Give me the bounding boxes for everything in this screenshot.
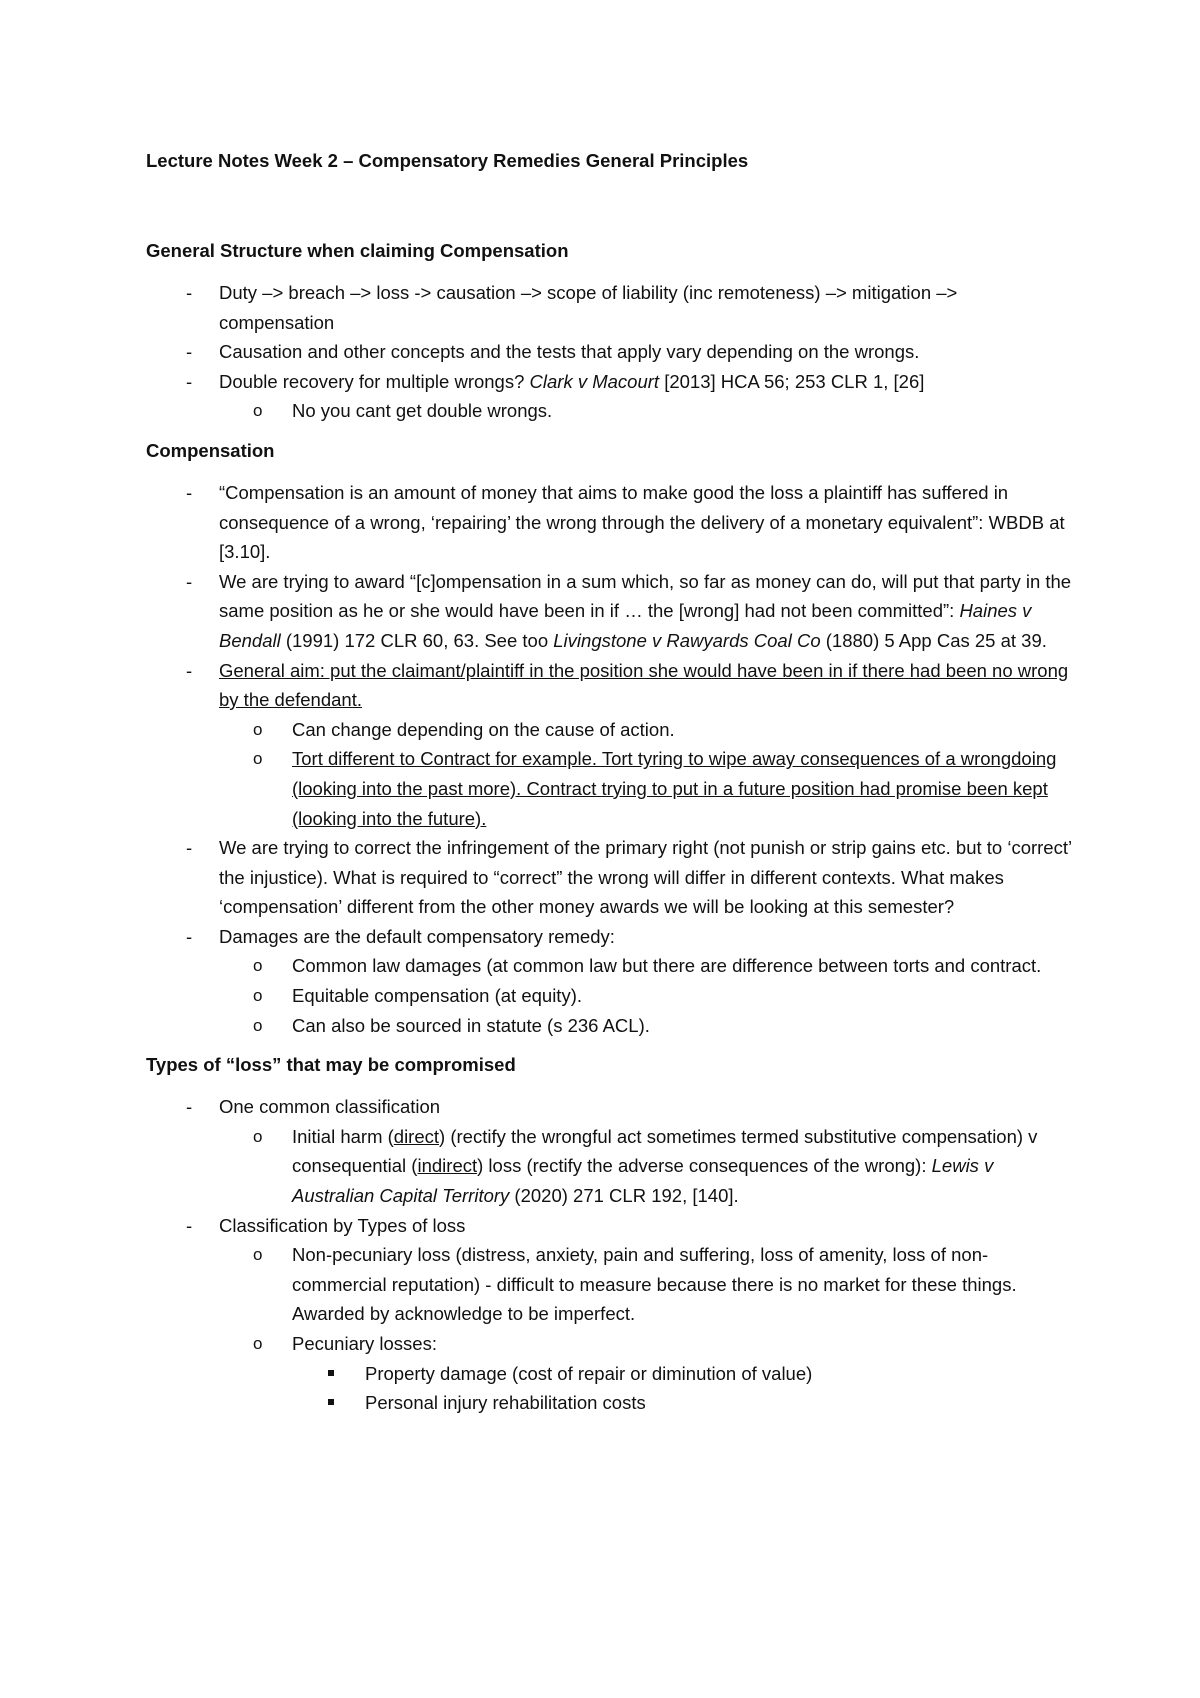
list-item: [146, 337, 1076, 367]
sub-list-item: [219, 715, 1076, 745]
case-citation: Lewis v Australian Capital Territory: [292, 1155, 994, 1207]
list-item: [146, 367, 1076, 426]
list-item: [146, 1092, 1076, 1210]
sub-list-item: [219, 1240, 1076, 1329]
circle-marker: o: [253, 1015, 263, 1035]
sub-list: [219, 1122, 1076, 1211]
list-item-text: One common classification: [219, 1096, 441, 1118]
underlined-text: General aim: put the claimant/plaintiff in the position she would have been in if there had been no wrong by the defendant.: [219, 659, 1069, 711]
sub-list: [219, 715, 1076, 833]
sub-list-item: [219, 396, 1076, 426]
list-item: [146, 1211, 1076, 1418]
sub-list-item: [219, 1329, 1076, 1418]
compensation-list: [146, 478, 1076, 1040]
section-heading-compensation: Compensation: [146, 439, 275, 461]
section-heading-general-structure: General Structure when claiming Compensation: [146, 240, 569, 261]
types-of-loss-list: [146, 1092, 1076, 1418]
section-heading-types-of-loss: Types of “loss” that may be compromised: [146, 1054, 516, 1076]
list-item-text: We are trying to award “[c]ompensation in a sum which, so far as money can do, will put that party in the same position as he or she would have been in if … the [wrong] had not been committed”:: [219, 570, 1072, 622]
sub-list: [219, 951, 1076, 1040]
circle-marker: o: [253, 719, 263, 739]
dash-marker: -: [186, 341, 193, 363]
sub-list-item-text: (2020) 271 CLR 192, [140].: [509, 1185, 739, 1207]
sub-list-item: [219, 1122, 1076, 1211]
case-citation: Haines v Bendall: [219, 600, 1032, 651]
circle-marker: o: [253, 1245, 263, 1265]
list-item: [146, 278, 1076, 337]
sub-list-item-text: ) (rectify the wrongful act sometimes termed substitutive compensation) v consequential (: [292, 1125, 1038, 1177]
square-bullet-icon: [328, 1370, 334, 1376]
list-item: [146, 478, 1076, 567]
dash-marker: -: [186, 1096, 193, 1118]
circle-marker: o: [253, 986, 263, 1006]
sub-list-item: [219, 744, 1076, 833]
sub-list-item: [219, 981, 1076, 1011]
list-item-text: Classification by Types of loss: [219, 1214, 466, 1236]
sub-sub-list-item: [292, 1359, 1076, 1389]
dash-marker: -: [186, 370, 193, 392]
sub-list-item-text: No you cant get double wrongs.: [292, 400, 553, 422]
circle-marker: o: [253, 956, 263, 976]
sub-sub-list-item: [292, 1388, 1076, 1418]
list-item: [146, 833, 1076, 922]
sub-list-item-text: Pecuniary losses:: [292, 1333, 437, 1354]
case-citation: Livingstone v Rawyards Coal Co: [553, 629, 821, 651]
sub-list: [219, 396, 1076, 426]
dash-marker: -: [186, 837, 193, 859]
list-item: [146, 922, 1076, 1040]
list-item: [146, 567, 1076, 656]
list-item-text: Damages are the default compensatory remedy:: [219, 925, 615, 947]
dash-marker: -: [186, 1214, 193, 1236]
page-title: Lecture Notes Week 2 – Compensatory Remedies General Principles: [146, 150, 749, 171]
list-item-text: (1991) 172 CLR 60, 63. See too: [280, 629, 554, 651]
list-item-text: Duty –> breach –> loss -> causation –> scope of liability (inc remoteness) –> mitigation –> compensation: [219, 282, 958, 333]
underlined-text: direct: [393, 1125, 440, 1147]
circle-marker: o: [253, 1334, 263, 1353]
list-item-text: We are trying to correct the infringement of the primary right (not punish or strip gains etc. but to ‘correct’ the injustice). What is required to “correct” the wrong will differ in different contexts. What makes ‘compensation’ different from the other money awards we will be looking at this semester?: [219, 837, 1072, 918]
sub-list-item-text: ) loss (rectify the adverse consequences of the wrong):: [477, 1155, 932, 1177]
sub-sub-list: [292, 1359, 1076, 1418]
circle-marker: o: [253, 749, 263, 769]
general-structure-list: [146, 278, 1076, 426]
dash-marker: -: [186, 570, 193, 592]
dash-marker: -: [186, 659, 193, 681]
list-item-text: Double recovery for multiple wrongs?: [219, 370, 530, 392]
dash-marker: -: [186, 282, 193, 303]
sub-list-item: [219, 951, 1076, 981]
list-item-text: “Compensation is an amount of money that aims to make good the loss a plaintiff has suffered in consequence of a wrong, ‘repairing’ the wrong through the delivery of a monetary equivalent”: WBDB at [3.10].: [219, 481, 1065, 563]
underlined-text: Tort different to Contract for example. Tort tyring to wipe away consequences of a wrongdoing (looking into the past more). Contract trying to put in a future position had promise been kept (looking into the future).: [292, 748, 1057, 829]
list-item-text: Causation and other concepts and the tests that apply vary depending on the wrongs.: [219, 341, 920, 363]
document-content: [146, 146, 1076, 1418]
sub-list: [219, 1240, 1076, 1418]
circle-marker: o: [253, 1126, 263, 1146]
list-item-text: (1880) 5 App Cas 25 at 39.: [820, 629, 1047, 651]
case-citation: Clark v Macourt: [529, 370, 660, 392]
list-item-text: [2013] HCA 56; 253 CLR 1, [26]: [659, 370, 925, 392]
circle-marker: o: [253, 401, 263, 421]
sub-list-item-text: Can also be sourced in statute (s 236 ACL).: [292, 1014, 650, 1036]
sub-list-item-text: Initial harm (: [292, 1125, 394, 1147]
sub-list-item-text: Can change depending on the cause of action.: [292, 718, 675, 740]
sub-list-item-text: Non-pecuniary loss (distress, anxiety, pain and suffering, loss of amenity, loss of non-commercial reputation) - difficult to measure because there is no market for these things. Awarded by acknowledge to be imperfect.: [292, 1244, 1017, 1325]
underlined-text: indirect: [417, 1155, 478, 1177]
sub-sub-list-item-text: Property damage (cost of repair or diminution of value): [365, 1362, 813, 1384]
dash-marker: -: [186, 925, 193, 947]
sub-list-item-text: Common law damages (at common law but there are difference between torts and contract.: [292, 955, 1042, 977]
dash-marker: -: [186, 481, 193, 503]
sub-list-item: [219, 1011, 1076, 1041]
square-bullet-icon: [328, 1399, 334, 1405]
list-item: [146, 656, 1076, 834]
sub-list-item-text: Equitable compensation (at equity).: [292, 985, 583, 1007]
sub-sub-list-item-text: Personal injury rehabilitation costs: [365, 1392, 646, 1414]
